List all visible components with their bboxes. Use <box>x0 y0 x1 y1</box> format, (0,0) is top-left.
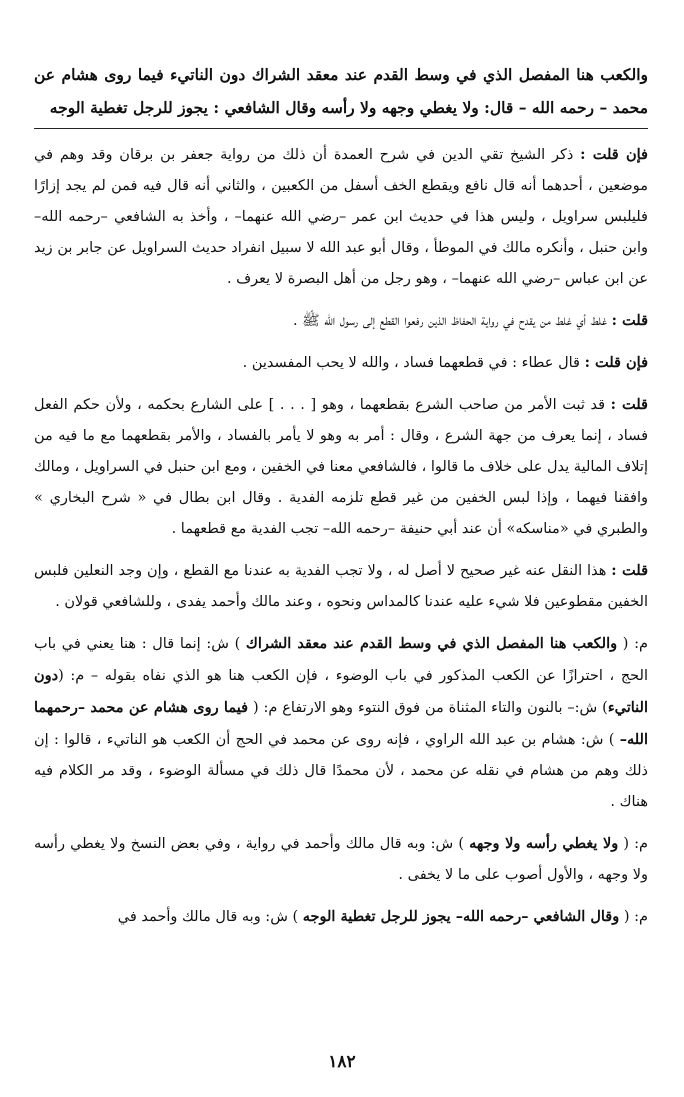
commentary-part: ) ش: وبه قال مالك وأحمد في <box>117 909 303 925</box>
footnote-text: قال عطاء : في قطعهما فساد ، والله لا يحب المفسدين . <box>242 355 585 371</box>
footnote-lead: قلت : <box>610 396 648 413</box>
footnote-text: غلط أي غلط من يقدح في رواية الحفاظ الذين رفعوا القطع إلى رسول الله ﷺ . <box>292 313 612 329</box>
main-text <box>34 58 648 124</box>
footnote-paragraph <box>34 389 648 545</box>
page-number: ١٨٢ <box>328 1052 356 1072</box>
commentary-part: ) ش: هشام بن عبد الله الراوي ، فإنه روى عن محمد في الحج أن الكعب هو الناتيء ، قالوا : إن ذلك وهم من هشام في نقله عن محمد ، لأن محمدًا قال ذلك في مسألة الوضوء ، وقد مر الكلام فيه هناك . <box>34 732 648 810</box>
commentary-part: م: ( <box>617 636 648 652</box>
commentary-quote: فيما روى هشام عن محمد –رحمهما الله– <box>34 699 648 748</box>
commentary-paragraph <box>34 828 648 891</box>
commentary-part: م: ( <box>618 836 648 852</box>
commentary-part: ) ش: وبه قال مالك وأحمد في رواية ، وفي بعض النسخ ولا يغطي رأسه ولا وجهه ، والأول أصوب على ما لا يخفى . <box>34 836 648 883</box>
footnote-paragraph <box>34 347 648 379</box>
footnote-lead: فإن قلت : <box>584 354 648 371</box>
footnote-paragraph <box>34 555 648 618</box>
commentary-paragraph <box>34 628 648 818</box>
commentary-section <box>34 628 648 933</box>
commentary-part: م: ( <box>619 909 648 925</box>
commentary-quote: دون الناتيء <box>34 667 648 716</box>
main-text-line: محمد – رحمه الله – قال: ولا يغطي وجهه ولا رأسه وقال الشافعي : يجوز للرجل تغطية الوجه <box>49 98 648 117</box>
footnotes-section <box>34 139 648 618</box>
footnote-lead: فإن قلت : <box>580 146 648 163</box>
commentary-part: ) ش:– بالنون والتاء المثناة من فوق النتوء وهو الارتفاع م: ( <box>248 700 608 716</box>
main-text-line: والكعب هنا المفصل الذي في وسط القدم عند معقد الشراك دون الناتيء فيما روى هشام عن <box>34 65 648 84</box>
footnote-lead: قلت : <box>611 562 649 579</box>
commentary-part: ) ش: إنما قال : هنا يعني في باب الحج ، احترازًا عن الكعب المذكور في باب الوضوء ، فإن الكعب هنا هو الذي نفاه بقوله – م: ( <box>34 636 648 684</box>
commentary-paragraph <box>34 901 648 933</box>
footnote-text: ذكر الشيخ تقي الدين في شرح العمدة أن ذلك من رواية جعفر بن برقان وقد وهم في موضعين ، أحدهما أنه قال نافع ويقطع الخف أسفل من الكعبين ، والثاني أنه قال فيه فمن لم يجد إزارًا فليلبس سراويل ، وليس هذا في حديث ابن عمر –رضي الله عنهما– ، وأخذ به الشافعي –رحمه الله– وابن حنبل ، وأنكره مالك في الموطأ ، وقال أبو عبد الله لا سبيل انفراد حديث السراويل عن جابر بن زيد عن ابن عباس –رضي الله عنهما– ، وهو رجل من أهل البصرة لا يعرف . <box>34 147 648 287</box>
footnote-paragraph <box>34 139 648 295</box>
footnote-paragraph <box>34 305 648 337</box>
section-divider <box>34 128 648 129</box>
footnote-lead: قلت : <box>611 312 648 329</box>
page-body <box>34 58 648 943</box>
footnote-text: قد ثبت الأمر من صاحب الشرع بقطعهما ، وهو [ . . . ] على الشارع بحكمه ، ولأن حكم الفعل فساد ، إنما يعرف من جهة الشرع ، وقال : أمر به وهو لا يأمر بالفساد ، والأمر بقطعهما مع ما فيه من إتلاف المالية يدل على خلاف ما قالوا ، فالشافعي معنا في الخفين ، ومع ابن حنبل في السراويل ، ومالك وافقنا فيهما ، وإذا لبس الخفين من غير قطع تلزمه الفدية . وقال ابن بطال في « شرح البخاري » والطبري في «مناسكه» أن عند أبي حنيفة –رحمه الله– تجب الفدية مع قطعهما . <box>34 397 648 537</box>
footnote-text: هذا النقل عنه غير صحيح لا أصل له ، ولا تجب الفدية به عندنا مع القطع ، وإن وجد النعلين فلبس الخفين مقطوعين فلا شيء عليه عندنا كالمداس ونحوه ، وعند مالك وأحمد يفدى ، وللشافعي قولان . <box>34 563 648 610</box>
commentary-quote: ولا يغطي رأسه ولا وجهه <box>469 835 619 852</box>
commentary-quote: وقال الشافعي –رحمه الله– يجوز للرجل تغطية الوجه <box>302 908 620 925</box>
commentary-quote: والكعب هنا المفصل الذي في وسط القدم عند معقد الشراك <box>245 635 618 652</box>
